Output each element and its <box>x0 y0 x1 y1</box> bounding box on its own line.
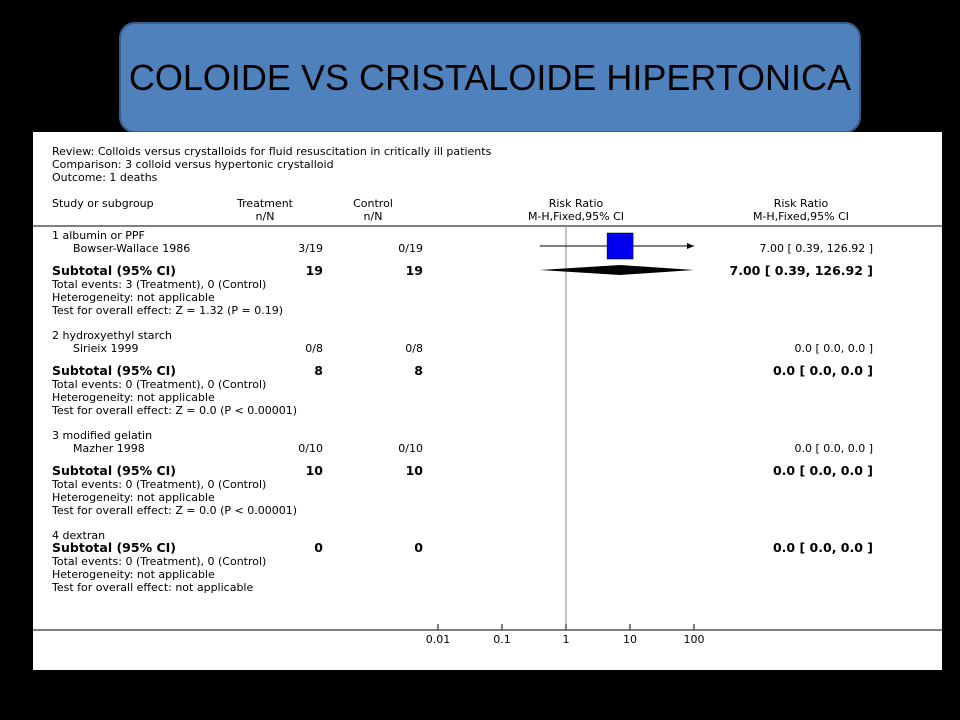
col-control-header: Control <box>353 197 393 210</box>
study-effect-marker <box>607 233 633 259</box>
subtotal-ci: 7.00 [ 0.39, 126.92 ] <box>729 263 873 278</box>
x-axis-tick-label: 10 <box>623 633 637 646</box>
study-name: Sirieix 1999 <box>73 342 139 355</box>
col-treatment-header: Treatment <box>237 197 293 210</box>
study-treatment: 3/19 <box>298 242 323 255</box>
subtotal-control: 10 <box>405 463 423 478</box>
review-line: Review: Colloids versus crystalloids for fluid resuscitation in critically ill patients <box>52 145 492 158</box>
overall-effect-note: Test for overall effect: Z = 1.32 (P = 0.19) <box>52 304 283 317</box>
group-label: 4 dextran <box>52 529 106 542</box>
col-treatment-sub: n/N <box>255 210 275 223</box>
overall-effect-note: Test for overall effect: Z = 0.0 (P < 0.00001) <box>52 504 297 517</box>
outcome-line: Outcome: 1 deaths <box>52 171 158 184</box>
study-treatment: 0/10 <box>298 442 323 455</box>
total-events-note: Total events: 3 (Treatment), 0 (Control) <box>52 278 267 291</box>
col-control-sub: n/N <box>363 210 383 223</box>
total-events-note: Total events: 0 (Treatment), 0 (Control) <box>52 478 267 491</box>
heterogeneity-note: Heterogeneity: not applicable <box>52 391 215 404</box>
total-events-note: Total events: 0 (Treatment), 0 (Control) <box>52 378 267 391</box>
total-events-note: Total events: 0 (Treatment), 0 (Control) <box>52 555 267 568</box>
subtotal-treatment: 10 <box>305 463 323 478</box>
col-rr-text-header: Risk Ratio <box>773 197 829 210</box>
group-label: 3 modified gelatin <box>52 429 153 442</box>
x-axis-tick-label: 0.1 <box>493 633 511 646</box>
subtotal-label: Subtotal (95% CI) <box>52 263 176 278</box>
x-axis-tick-label: 100 <box>683 633 705 646</box>
subtotal-ci: 0.0 [ 0.0, 0.0 ] <box>772 363 873 378</box>
group-label: 1 albumin or PPF <box>52 229 145 242</box>
subtotal-label: Subtotal (95% CI) <box>52 540 176 555</box>
study-treatment: 0/8 <box>305 342 323 355</box>
forest-plot-svg <box>33 132 942 670</box>
overall-effect-note: Test for overall effect: Z = 0.0 (P < 0.00001) <box>52 404 297 417</box>
study-control: 0/19 <box>398 242 423 255</box>
study-control: 0/10 <box>398 442 423 455</box>
col-rr-text-sub: M-H,Fixed,95% CI <box>752 210 850 223</box>
col-rr-plot-header: Risk Ratio <box>548 197 604 210</box>
col-study-header: Study or subgroup <box>52 197 154 210</box>
subtotal-treatment: 19 <box>305 263 323 278</box>
study-name: Bowser-Wallace 1986 <box>73 242 191 255</box>
group-label: 2 hydroxyethyl starch <box>52 329 172 342</box>
subtotal-ci: 0.0 [ 0.0, 0.0 ] <box>772 463 873 478</box>
study-control: 0/8 <box>405 342 423 355</box>
slide-title-box <box>119 22 861 133</box>
plot-layer <box>426 226 705 646</box>
subtotal-label: Subtotal (95% CI) <box>52 363 176 378</box>
subtotal-control: 0 <box>414 540 423 555</box>
heterogeneity-note: Heterogeneity: not applicable <box>52 568 215 581</box>
subtotal-label: Subtotal (95% CI) <box>52 463 176 478</box>
subtotal-treatment: 0 <box>314 540 323 555</box>
slide-title: COLOIDE VS CRISTALOIDE HIPERTONICA <box>128 56 852 98</box>
heterogeneity-note: Heterogeneity: not applicable <box>52 491 215 504</box>
overall-effect-note: Test for overall effect: not applicable <box>52 581 254 594</box>
subtotal-ci: 0.0 [ 0.0, 0.0 ] <box>772 540 873 555</box>
study-ci: 7.00 [ 0.39, 126.92 ] <box>759 242 873 255</box>
col-rr-plot-sub: M-H,Fixed,95% CI <box>527 210 625 223</box>
subtotal-control: 19 <box>405 263 423 278</box>
forest-plot-panel <box>33 132 942 670</box>
subtotal-control: 8 <box>414 363 423 378</box>
study-ci: 0.0 [ 0.0, 0.0 ] <box>794 442 873 455</box>
subtotal-treatment: 8 <box>314 363 323 378</box>
ci-arrowhead <box>687 243 694 249</box>
x-axis-tick-label: 0.01 <box>425 633 451 646</box>
study-ci: 0.0 [ 0.0, 0.0 ] <box>794 342 873 355</box>
x-axis-tick-label: 1 <box>562 633 570 646</box>
heterogeneity-note: Heterogeneity: not applicable <box>52 291 215 304</box>
subtotal-diamond <box>540 265 694 275</box>
comparison-line: Comparison: 3 colloid versus hypertonic crystalloid <box>52 158 334 171</box>
study-name: Mazher 1998 <box>73 442 145 455</box>
